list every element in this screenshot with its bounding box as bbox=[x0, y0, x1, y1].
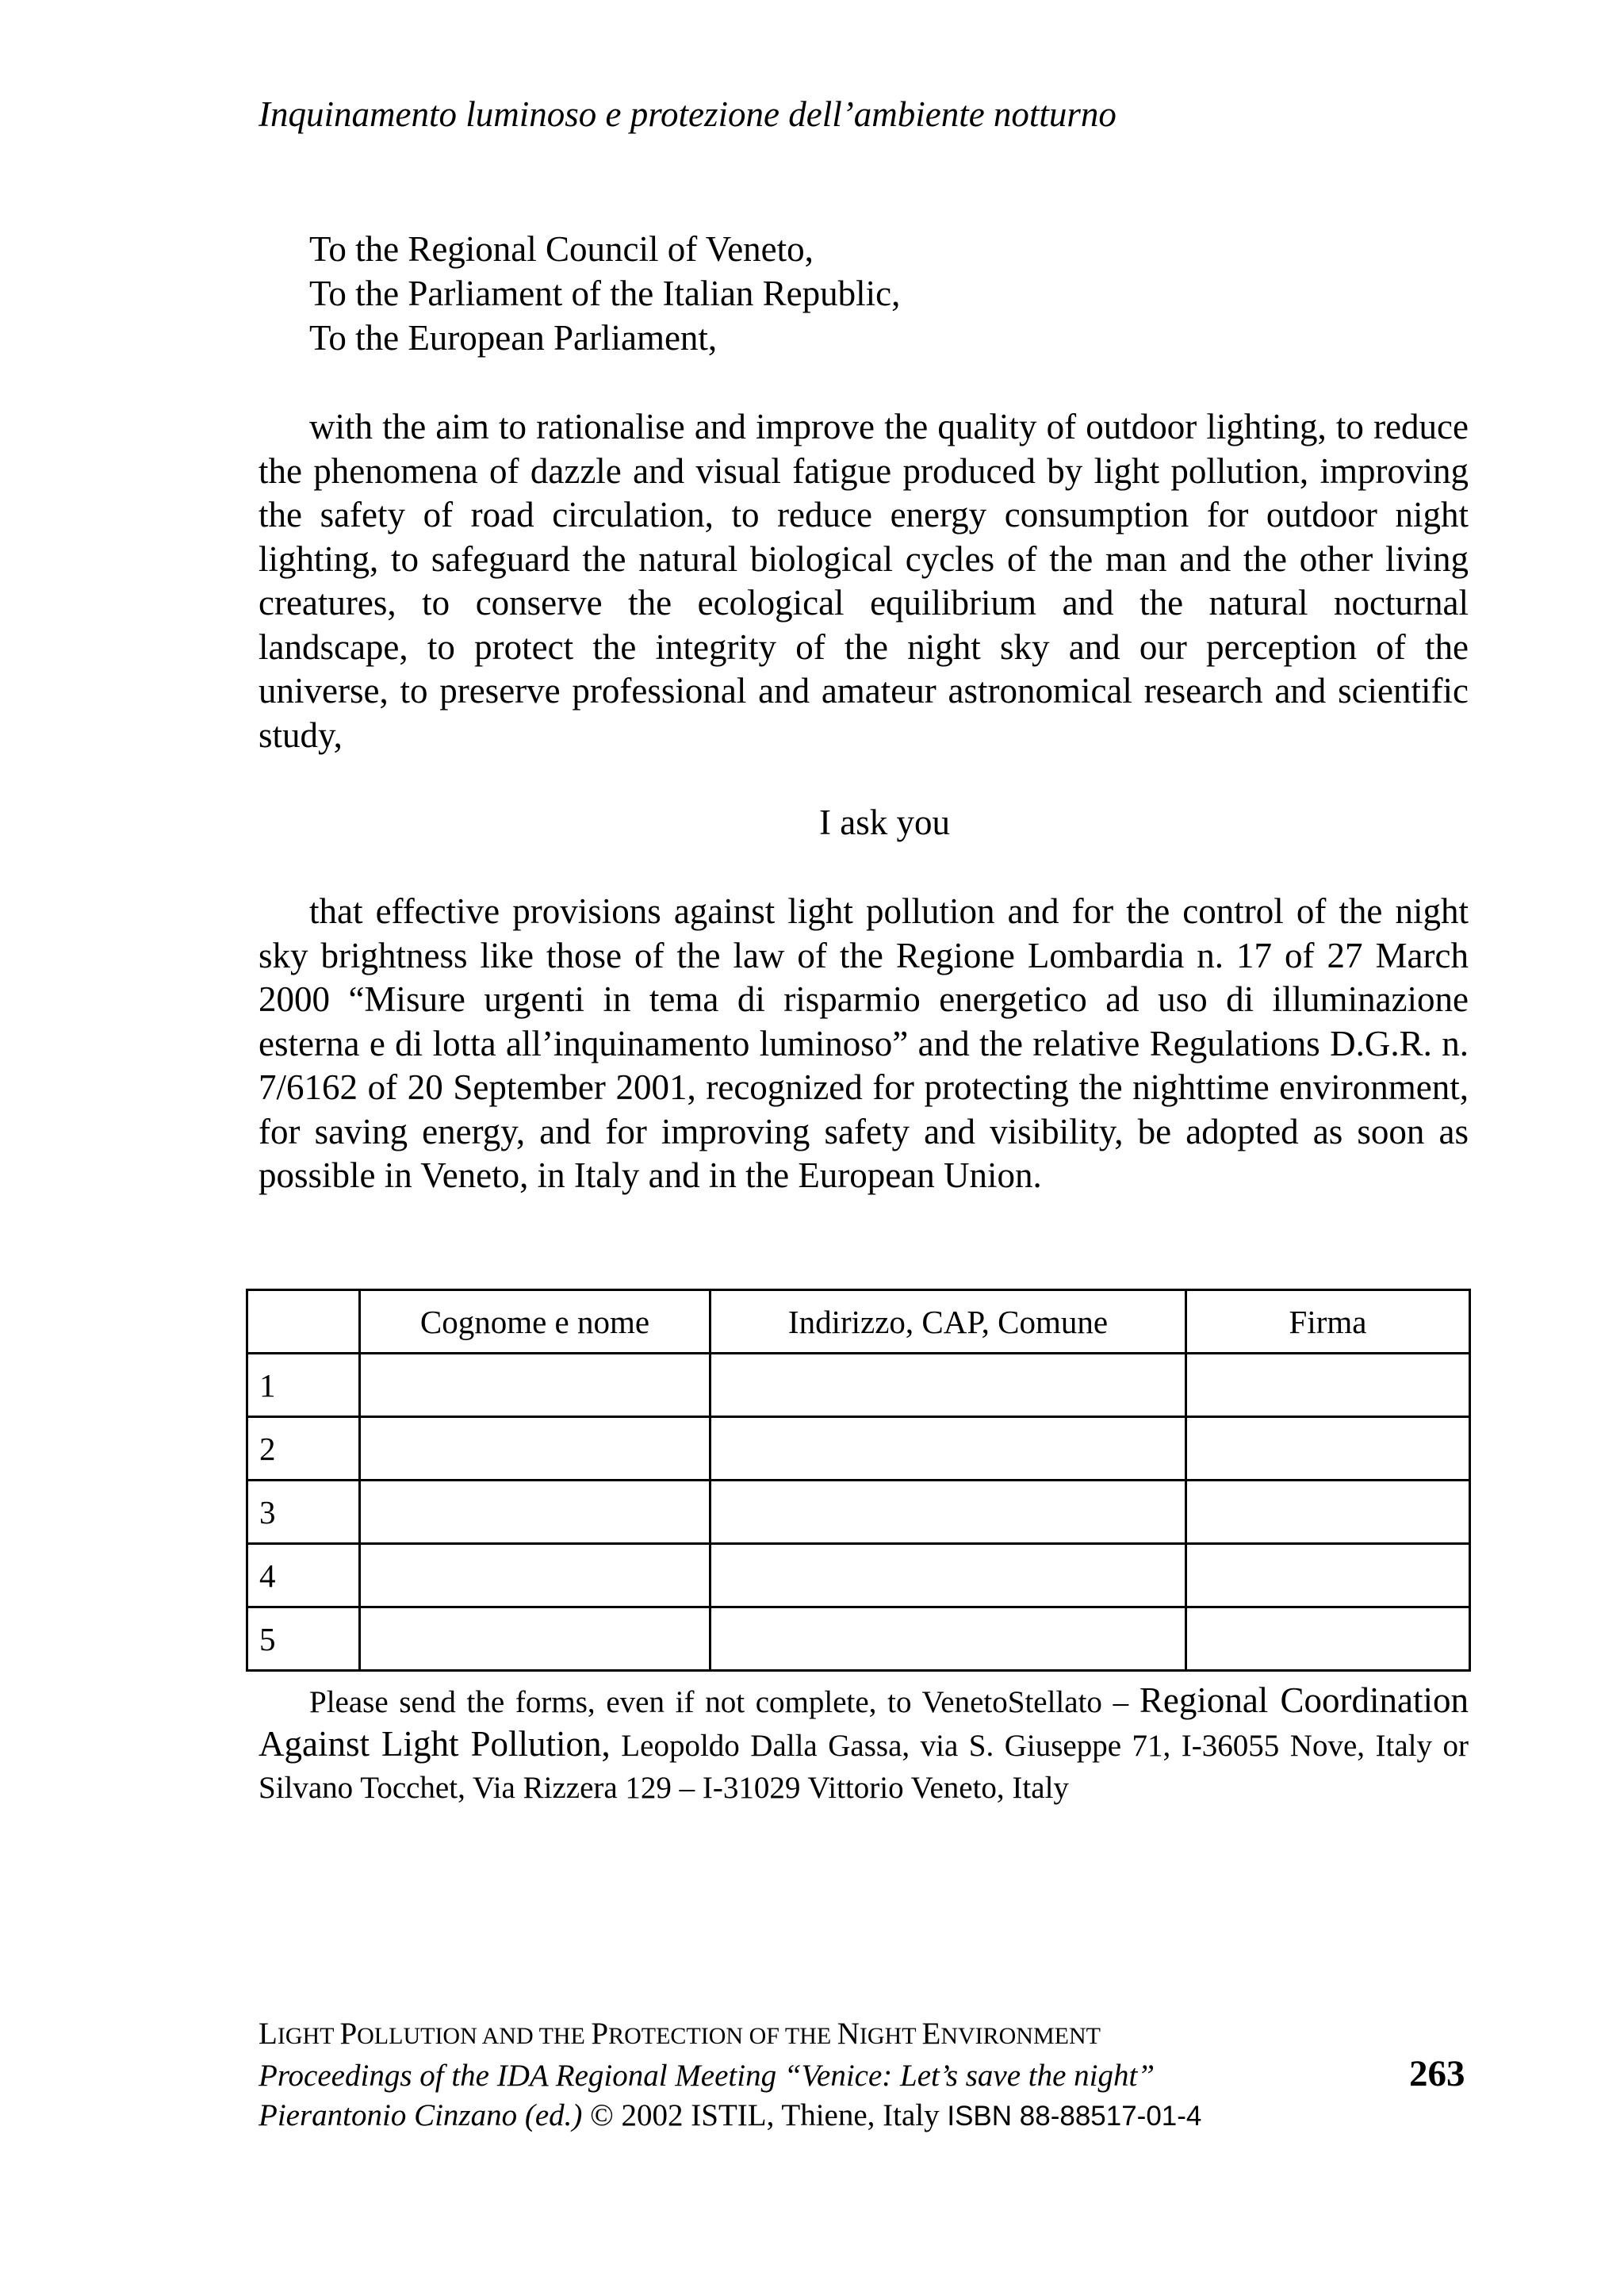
addressee-line: To the European Parliament, bbox=[309, 318, 718, 358]
row-number: 1 bbox=[247, 1354, 360, 1417]
signature-cell[interactable] bbox=[1186, 1544, 1470, 1607]
editor-name: Pierantonio Cinzano (ed.) bbox=[259, 2098, 583, 2132]
proceedings-title: Proceedings of the IDA Regional Meeting “Venice: Let’s save the night” bbox=[259, 2059, 1155, 2093]
address-cell[interactable] bbox=[710, 1354, 1186, 1417]
request-line: I ask you bbox=[819, 803, 950, 842]
row-number: 3 bbox=[247, 1481, 360, 1544]
row-number: 2 bbox=[247, 1417, 360, 1481]
signature-cell[interactable] bbox=[1186, 1354, 1470, 1417]
instructions-text: Please send the forms, even if not complete, to VenetoStellato – bbox=[309, 1685, 1139, 1719]
addressee-line: To the Parliament of the Italian Republic, bbox=[309, 274, 901, 313]
request-paragraph: that effective provisions against light pollution and for the control of the night sky brightness like those of the law of the Regione Lombardia n. 17 of 27 March 2000 “Misure urgenti in tema di risparmio energetico ad uso di illuminazione esterna e di lotta all’inquinamento luminoso” and the relative Regulations D.G.R. n. 7/6162 of 20 September 2001, recognized for protecting the nighttime environment, for saving energy, and for improving safety and visibility, be adopted as soon as possible in Veneto, in Italy and in the European Union. bbox=[259, 891, 1469, 1195]
page-footer bbox=[259, 2014, 1469, 2136]
isbn: ISBN 88-88517-01-4 bbox=[939, 2101, 1202, 2132]
address-cell[interactable] bbox=[710, 1417, 1186, 1481]
table-row bbox=[247, 1417, 1470, 1481]
table-row bbox=[247, 1544, 1470, 1607]
running-header: Inquinamento luminoso e protezione dell’ambiente notturno bbox=[259, 94, 1116, 134]
name-cell[interactable] bbox=[360, 1354, 710, 1417]
series-title: LIGHT POLLUTION AND THE PROTECTION OF THE NIGHT ENVIRONMENT bbox=[259, 2017, 1101, 2051]
name-cell[interactable] bbox=[360, 1607, 710, 1671]
address-cell[interactable] bbox=[710, 1544, 1186, 1607]
organization-name: Regional Coordination Against Light Pollution, bbox=[259, 1680, 1469, 1764]
column-header-number bbox=[247, 1290, 360, 1354]
address-cell[interactable] bbox=[710, 1607, 1186, 1671]
column-header-name: Cognome e nome bbox=[360, 1290, 710, 1354]
mailing-addresses: Leopoldo Dalla Gassa, via S. Giuseppe 71, I-36055 Nove, Italy or Silvano Tocchet, Via Rizzera 129 – I-31029 Vittorio Veneto, Italy bbox=[259, 1729, 1469, 1805]
publisher: © 2002 ISTIL, Thiene, Italy bbox=[582, 2098, 940, 2132]
addressee-line: To the Regional Council of Veneto, bbox=[309, 229, 814, 269]
signature-cell[interactable] bbox=[1186, 1481, 1470, 1544]
row-number: 4 bbox=[247, 1544, 360, 1607]
table-row bbox=[247, 1607, 1470, 1671]
name-cell[interactable] bbox=[360, 1544, 710, 1607]
name-cell[interactable] bbox=[360, 1481, 710, 1544]
publication-info bbox=[259, 2096, 1469, 2136]
table-row bbox=[247, 1481, 1470, 1544]
row-number: 5 bbox=[247, 1607, 360, 1671]
column-header-address: Indirizzo, CAP, Comune bbox=[710, 1290, 1186, 1354]
table-row bbox=[247, 1354, 1470, 1417]
page-number: 263 bbox=[1409, 2053, 1465, 2094]
signature-table bbox=[246, 1289, 1471, 1672]
address-cell[interactable] bbox=[710, 1481, 1186, 1544]
signature-cell[interactable] bbox=[1186, 1607, 1470, 1671]
mailing-instructions bbox=[259, 1680, 1469, 1809]
purpose-paragraph: with the aim to rationalise and improve the quality of outdoor lighting, to reduce the phenomena of dazzle and visual fatigue produced by light pollution, improving the safety of road circulation, to reduce energy consumption for outdoor night lighting, to safeguard the natural biological cycles of the man and the other living creatures, to conserve the ecological equilibrium and the natural nocturnal landscape, to protect the integrity of the night sky and our perception of the universe, to preserve professional and amateur astronomical research and scientific study, bbox=[259, 407, 1469, 755]
column-header-signature: Firma bbox=[1186, 1290, 1470, 1354]
table-header-row bbox=[247, 1290, 1470, 1354]
addressee-list bbox=[309, 227, 900, 360]
name-cell[interactable] bbox=[360, 1417, 710, 1481]
signature-cell[interactable] bbox=[1186, 1417, 1470, 1481]
